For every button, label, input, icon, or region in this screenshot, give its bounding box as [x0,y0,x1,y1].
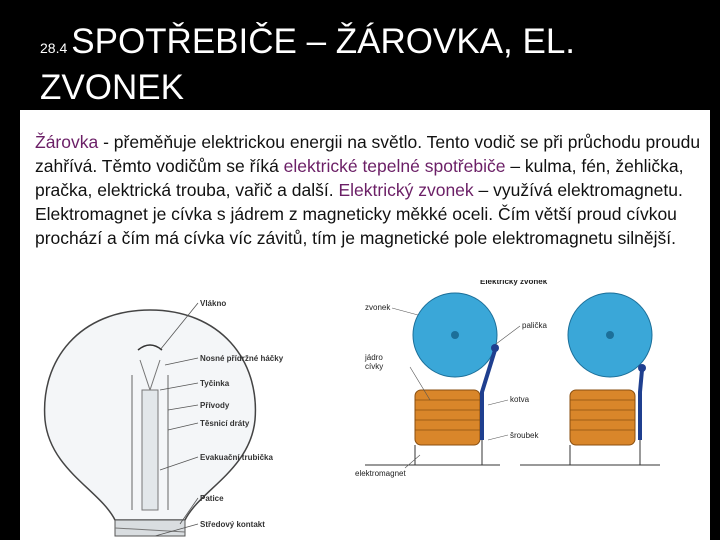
bulb-label-hacky: Nosné přídržné háčky [200,354,284,363]
title-line-2: ZVONEK [40,68,184,107]
text-p2-a: – využívá elektromagnetu. Elektromagnet je cívka s jádrem z magneticky měkké oceli. Čím větší proud cívkou prochází a čím má cívka víc závitů, tím je magnetické pole elektromagnetu silnější. [35,180,683,248]
bell-label-elektromagnet: elektromagnet [355,469,406,478]
bell-label-civky: cívky [365,362,384,371]
bulb-label-stredovy-kontakt: Středový kontakt [200,520,265,529]
bell-label-palicka: palička [522,321,547,330]
slide-title [40,22,700,108]
electric-bell-illustration [355,280,660,478]
title-text-1: SPOTŘEBIČE – ŽÁROVKA, EL. [71,22,576,61]
illustrations [20,280,710,540]
text-p1-b: – kulma, fén, žehlička, pračka, elektrická trouba, vařič a další. [35,156,684,200]
term-zarovka: Žárovka [35,132,99,152]
content-panel [20,110,710,540]
bell-label-sroubek: šroubek [510,431,539,440]
bell-label-zvonek: zvonek [365,303,391,312]
light-bulb-illustration [45,299,284,536]
bulb-label-tycinka: Tyčinka [200,379,230,388]
text-p1-a: - přeměňuje elektrickou energii na světlo. Tento vodič se při průchodu proudu zahřívá. Těmto vodičům se říká [35,132,701,176]
term-zvonek: Elektrický zvonek [338,180,474,200]
bell-label-kotva: kotva [510,395,530,404]
title-line-1 [40,22,700,68]
bulb-label-vlakno: Vlákno [200,299,227,308]
body-text [35,130,705,250]
bulb-label-tesnici-draty: Těsnicí dráty [200,419,250,428]
bell-title: Elektrický zvonek [480,280,548,286]
bell-label-jadro: jádro [365,353,383,362]
section-number: 28.4 [40,40,68,56]
bulb-label-patice: Patice [200,494,224,503]
bulb-base [115,520,185,536]
term-tepelne-spotrebice: elektrické tepelné spotřebiče [283,156,506,176]
bulb-label-evakuacni-trubicka: Evakuační trubička [200,453,273,462]
bulb-label-privody: Přívody [200,401,230,410]
